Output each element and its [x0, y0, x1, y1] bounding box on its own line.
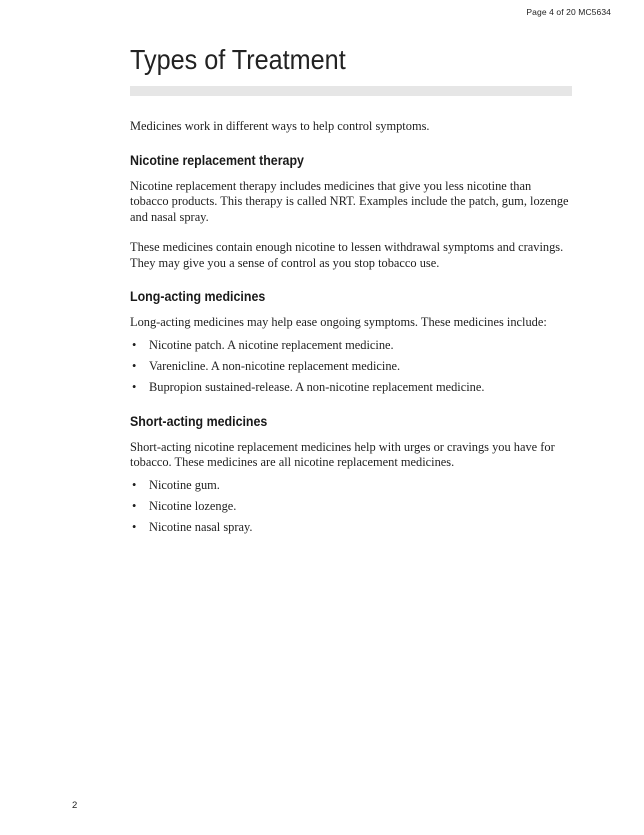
list-item-text: Nicotine patch. A nicotine replacement medicine. — [149, 337, 394, 352]
page-title: Types of Treatment — [130, 44, 346, 75]
bullet-icon: • — [132, 380, 137, 395]
page-content — [130, 119, 572, 541]
bullet-icon: • — [132, 337, 137, 352]
section-nicotine-replacement-therapy — [130, 153, 572, 272]
header-meta: Page 4 of 20 MC5634 — [526, 7, 611, 17]
list-item — [130, 380, 572, 396]
list-item — [130, 499, 572, 515]
bullet-icon: • — [132, 520, 137, 535]
section-paragraph: These medicines contain enough nicotine to lessen withdrawal symptoms and cravings. They may give you a sense of control as you stop tobacco use. — [130, 240, 564, 270]
section-paragraph: Long-acting medicines may help ease ongoing symptoms. These medicines include: — [130, 315, 547, 329]
section-short-acting-medicines — [130, 414, 572, 536]
page-number: 2 — [72, 800, 78, 811]
list-item-text: Nicotine lozenge. — [149, 498, 237, 513]
section-heading: Short-acting medicines — [130, 413, 268, 429]
intro-paragraph: Medicines work in different ways to help control symptoms. — [130, 119, 430, 133]
section-heading: Nicotine replacement therapy — [130, 152, 304, 168]
list-item — [130, 359, 572, 375]
section-paragraph: Short-acting nicotine replacement medicines help with urges or cravings you have for tobacco. These medicines are all nicotine replacement medicines. — [130, 439, 555, 470]
list-item — [130, 338, 572, 354]
list-item-text: Bupropion sustained-release. A non-nicotine replacement medicine. — [149, 380, 485, 395]
list-item — [130, 478, 572, 494]
bullet-list — [130, 478, 572, 536]
list-item-text: Varenicline. A non-nicotine replacement medicine. — [149, 358, 401, 373]
bullet-icon: • — [132, 498, 137, 513]
bullet-list — [130, 338, 572, 396]
bullet-icon: • — [132, 477, 137, 492]
title-rule — [130, 86, 572, 96]
list-item-text: Nicotine gum. — [149, 477, 220, 492]
list-item — [130, 520, 572, 536]
section-long-acting-medicines — [130, 289, 572, 396]
section-heading: Long-acting medicines — [130, 289, 266, 304]
section-paragraph: Nicotine replacement therapy includes medicines that give you less nicotine than tobacco products. This therapy is called NRT. Examples include the patch, gum, lozenge and nasal spray. — [130, 178, 569, 224]
bullet-icon: • — [132, 358, 137, 373]
list-item-text: Nicotine nasal spray. — [149, 520, 253, 535]
